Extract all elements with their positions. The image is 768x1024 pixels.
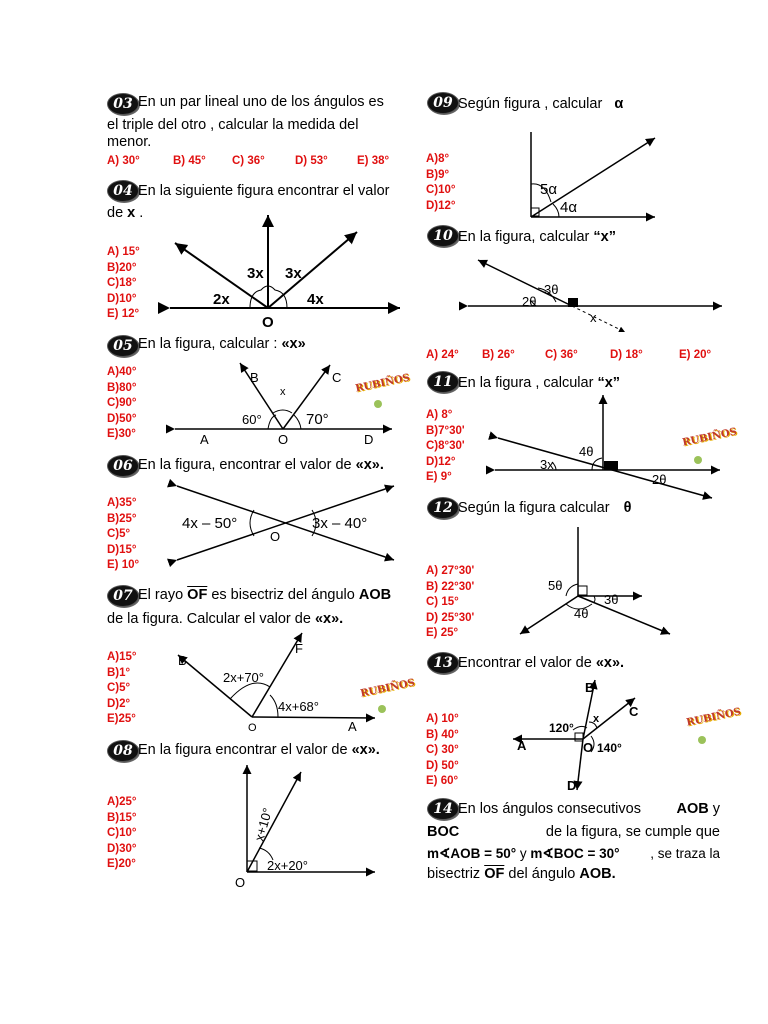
answer-option[interactable]: C)10° <box>426 184 456 197</box>
problem-text-line: En la figura, encontrar el valor de <box>138 457 352 473</box>
answer-option[interactable]: A) 24° <box>426 349 459 361</box>
vertex-label: O <box>248 722 257 734</box>
answer-options <box>107 245 140 323</box>
vertex-label: O <box>235 875 246 890</box>
problem-number-badge: 03 <box>107 93 139 115</box>
problem-number-badge: 12 <box>427 497 459 519</box>
answer-options <box>107 496 139 574</box>
problem-text-line: Encontrar el valor de <box>458 655 592 671</box>
vertex-label: O <box>262 314 274 331</box>
problem-text-line: Según la figura calcular <box>458 500 610 516</box>
answer-option[interactable]: A)15° <box>107 651 137 663</box>
answer-option[interactable]: D) 18° <box>610 349 643 361</box>
problem-text-line: Según figura , calcular <box>458 96 603 112</box>
measure-boc: m∢BOC = 30° <box>530 846 620 861</box>
point-label: C <box>629 704 639 719</box>
problem-text-line: menor. <box>107 134 152 150</box>
answer-option[interactable]: A)40° <box>107 366 137 378</box>
answer-option[interactable]: D)30° <box>107 842 137 855</box>
problem-number-badge: 04 <box>107 180 139 202</box>
angle-label: 4x+68° <box>278 699 319 714</box>
problem-text-word: bisectriz <box>427 866 481 882</box>
answer-option[interactable]: D) 53° <box>295 155 328 167</box>
answer-option[interactable]: B)20° <box>107 261 137 274</box>
problem-number-badge: 06 <box>107 455 139 477</box>
problem-text-word: del ángulo <box>508 866 576 882</box>
answer-options <box>426 712 459 790</box>
problem-number-badge: 07 <box>107 585 139 607</box>
problem-variable: «x». <box>351 742 380 758</box>
problem-14-text-3 <box>427 845 720 862</box>
answer-option[interactable]: C)90° <box>107 397 137 410</box>
angle-label: 5α <box>540 181 558 198</box>
answer-option[interactable]: C) 36° <box>232 155 265 167</box>
problem-text-line: En la figura, calcular <box>458 229 590 245</box>
answer-options <box>107 795 137 873</box>
angle-label: 2x+70° <box>223 670 264 685</box>
answer-option[interactable]: C)10° <box>107 827 137 840</box>
answer-option[interactable]: E)25° <box>107 713 136 726</box>
point-label: A <box>200 432 209 447</box>
vertex-label: O <box>270 529 281 544</box>
answer-option[interactable]: D)2° <box>107 697 131 710</box>
problem-13-text <box>458 655 624 672</box>
problem-text-line: En la siguiente figura encontrar el valor <box>138 183 390 199</box>
angle-label: 120° <box>549 721 574 735</box>
figure-12 <box>512 522 682 642</box>
point-label: D <box>567 778 577 793</box>
answer-options <box>107 365 137 443</box>
angle-label: 4α <box>560 199 578 216</box>
angle-name: AOB <box>676 801 709 817</box>
rubinos-logo: RUBIÑOS <box>681 426 738 449</box>
answer-option[interactable]: C) 36° <box>545 349 578 361</box>
problem-text-word: y <box>712 801 720 817</box>
angle-label: x <box>593 713 600 725</box>
answer-option[interactable]: C)18° <box>107 277 137 290</box>
problem-08-text <box>138 742 380 759</box>
logo-mascot-icon <box>694 456 702 464</box>
problem-variable: «x». <box>314 611 344 627</box>
angle-label: 3x <box>540 457 554 472</box>
answer-option[interactable]: A)8° <box>426 153 450 165</box>
problem-14-text <box>458 801 720 818</box>
angle-label: x <box>280 386 286 398</box>
point-label: F <box>295 641 303 656</box>
angle-label: 4θ <box>574 606 589 621</box>
problem-text-word: es bisectriz del ángulo <box>211 587 355 603</box>
angle-label: 5θ <box>548 578 563 593</box>
problem-04-text-2 <box>107 205 143 222</box>
problem-04-text <box>138 183 408 200</box>
rubinos-logo: RUBIÑOS <box>354 372 411 395</box>
answer-option[interactable]: B) 45° <box>173 155 206 167</box>
vertex-label: O <box>583 740 594 755</box>
answer-option[interactable]: E)20° <box>107 858 136 871</box>
problem-05-text <box>138 336 306 353</box>
figure-11 <box>490 390 730 505</box>
answer-option[interactable]: B)25° <box>107 512 137 525</box>
problem-06-text <box>138 457 384 474</box>
answer-option[interactable]: B)15° <box>107 811 137 824</box>
problem-text-line: el triple del otro , calcular la medida del <box>107 117 359 133</box>
answer-options <box>426 564 474 642</box>
answer-option[interactable]: B) 22°30' <box>426 580 475 593</box>
answer-option[interactable]: D) 50° <box>426 759 459 772</box>
answer-option[interactable]: E) 9° <box>426 471 452 484</box>
rubinos-logo: RUBIÑOS <box>359 677 416 700</box>
point-label: D <box>364 432 374 447</box>
problem-number-badge: 08 <box>107 740 139 762</box>
problem-variable: x <box>127 205 136 221</box>
point-label: C <box>332 370 342 385</box>
problem-09-text <box>458 96 623 113</box>
vertex-label: O <box>278 432 289 447</box>
problem-number-badge: 10 <box>427 225 459 247</box>
ray-label: $\overline{OF}$ <box>187 587 208 603</box>
logo-mascot-icon <box>698 736 706 744</box>
angle-label: 60° <box>242 412 262 427</box>
answer-option[interactable]: D)12° <box>426 199 456 212</box>
angle-label: 2θ <box>522 294 537 309</box>
problem-text-word: El rayo <box>138 587 184 603</box>
problem-text-word: y <box>519 846 527 861</box>
answer-option[interactable]: C)8°30' <box>426 440 465 453</box>
point-label: A <box>348 719 357 734</box>
problem-text-word: de <box>107 205 124 221</box>
logo-mascot-icon <box>378 705 386 713</box>
answer-option[interactable]: D) 25°30' <box>426 611 475 624</box>
answer-option[interactable]: A) 10° <box>426 713 459 725</box>
answer-option[interactable]: C)5° <box>107 682 131 695</box>
problem-03-text <box>138 94 398 111</box>
answer-option[interactable]: B)80° <box>107 381 137 394</box>
problem-10-text <box>458 229 616 246</box>
point-label: B <box>585 680 595 695</box>
problem-14-text-4 <box>427 866 616 883</box>
answer-option[interactable]: E) 60° <box>426 775 459 788</box>
figure-08 <box>233 760 383 890</box>
answer-option[interactable]: A) 30° <box>107 155 140 167</box>
problem-number-badge: 11 <box>427 371 459 393</box>
problem-text-line: En la figura, calcular : <box>138 336 278 352</box>
figure-10 <box>460 252 730 342</box>
problem-variable: «x». <box>595 655 625 671</box>
point-label: B <box>178 653 187 668</box>
figure-05 <box>170 355 400 450</box>
problem-text-line: En la figura , calcular <box>458 375 594 391</box>
answer-option[interactable]: C)5° <box>107 528 131 541</box>
angle-label: 3θ <box>604 592 619 607</box>
problem-text-line: , se traza la <box>650 846 720 861</box>
angle-label: 2x+20° <box>267 858 308 873</box>
answer-option[interactable]: D)12° <box>426 455 456 468</box>
answer-option[interactable]: E) 38° <box>357 155 390 167</box>
logo-mascot-icon <box>374 400 382 408</box>
answer-option[interactable]: B)7°30' <box>426 424 465 437</box>
measure-aob: m∢AOB = 50° <box>427 846 517 861</box>
angle-label: 4x <box>307 291 324 308</box>
problem-number-badge: 09 <box>427 92 459 114</box>
problem-variable: α <box>614 96 624 112</box>
point-label: B <box>250 370 259 385</box>
answer-option[interactable]: C) 15° <box>426 596 459 609</box>
figure-07 <box>170 625 390 735</box>
rubinos-logo: RUBIÑOS <box>685 706 742 729</box>
figure-09 <box>515 122 665 222</box>
answer-option[interactable]: A)25° <box>107 796 137 808</box>
problem-variable: «x». <box>355 457 384 473</box>
problem-text-line: En los ángulos consecutivos <box>458 801 641 817</box>
answer-option[interactable]: D)10° <box>107 292 137 305</box>
answer-option[interactable]: B)1° <box>107 666 131 679</box>
figure-06 <box>172 478 402 568</box>
answer-option[interactable]: D)15° <box>107 543 137 556</box>
answer-option[interactable]: E) 20° <box>679 349 712 361</box>
answer-option[interactable]: E) 12° <box>107 308 140 321</box>
angle-label: x+10° <box>251 806 276 843</box>
problem-12-text <box>458 500 631 517</box>
answer-options <box>426 408 465 486</box>
angle-label: 2θ <box>652 472 667 487</box>
answer-options <box>107 650 137 728</box>
angle-name: AOB. <box>579 866 616 882</box>
problem-text-line: de la figura, se cumple que <box>545 824 720 840</box>
problem-variable: “x” <box>593 229 616 245</box>
answer-option[interactable]: A) 27°30' <box>426 565 475 577</box>
answer-option[interactable]: E) 10° <box>107 559 140 572</box>
answer-option[interactable]: A)35° <box>107 497 137 509</box>
angle-label: 70° <box>306 411 329 428</box>
ray-label: $\overline{OF}$ <box>484 866 505 882</box>
answer-option[interactable]: A) 8° <box>426 409 453 421</box>
answer-option[interactable]: A) 15° <box>107 246 140 258</box>
figure-04 <box>165 210 415 330</box>
angle-label: 3x – 40° <box>312 515 368 532</box>
answer-option[interactable]: E) 25° <box>426 627 459 640</box>
problem-07-text <box>138 587 391 604</box>
answer-option[interactable]: E)30° <box>107 428 136 441</box>
angle-name: AOB <box>358 587 392 603</box>
problem-14-text-2 <box>427 824 720 841</box>
answer-option[interactable]: B) 26° <box>482 349 515 361</box>
angle-label: 3x <box>247 265 264 282</box>
angle-label: x <box>590 310 597 325</box>
problem-number-badge: 13 <box>427 652 459 674</box>
problem-text-word: . <box>139 205 144 221</box>
angle-label: 4θ <box>579 444 594 459</box>
angle-label: 4x – 50° <box>182 515 238 532</box>
problem-text-line: En la figura encontrar el valor de <box>138 742 348 758</box>
figure-13 <box>505 672 675 797</box>
problem-variable: “x” <box>597 375 621 391</box>
answer-option[interactable]: C) 30° <box>426 744 459 757</box>
angle-label: 3x <box>285 265 302 282</box>
angle-label: 140° <box>597 741 622 755</box>
problem-text-line: de la figura. Calcular el valor de <box>107 611 311 627</box>
problem-variable: «x» <box>281 336 306 352</box>
answer-option[interactable]: B) 40° <box>426 728 459 741</box>
problem-number-badge: 14 <box>427 798 459 820</box>
problem-03-text-2 <box>107 117 407 151</box>
point-label: A <box>517 738 527 753</box>
angle-label: 3θ <box>544 282 559 297</box>
answer-options <box>426 152 456 214</box>
answer-option[interactable]: D)50° <box>107 412 137 425</box>
answer-option[interactable]: B)9° <box>426 168 450 181</box>
angle-name: BOC <box>427 824 460 840</box>
problem-variable: θ <box>623 500 632 516</box>
problem-text-line: En un par lineal uno de los ángulos es <box>138 94 384 110</box>
angle-label: 2x <box>213 291 230 308</box>
problem-number-badge: 05 <box>107 335 139 357</box>
